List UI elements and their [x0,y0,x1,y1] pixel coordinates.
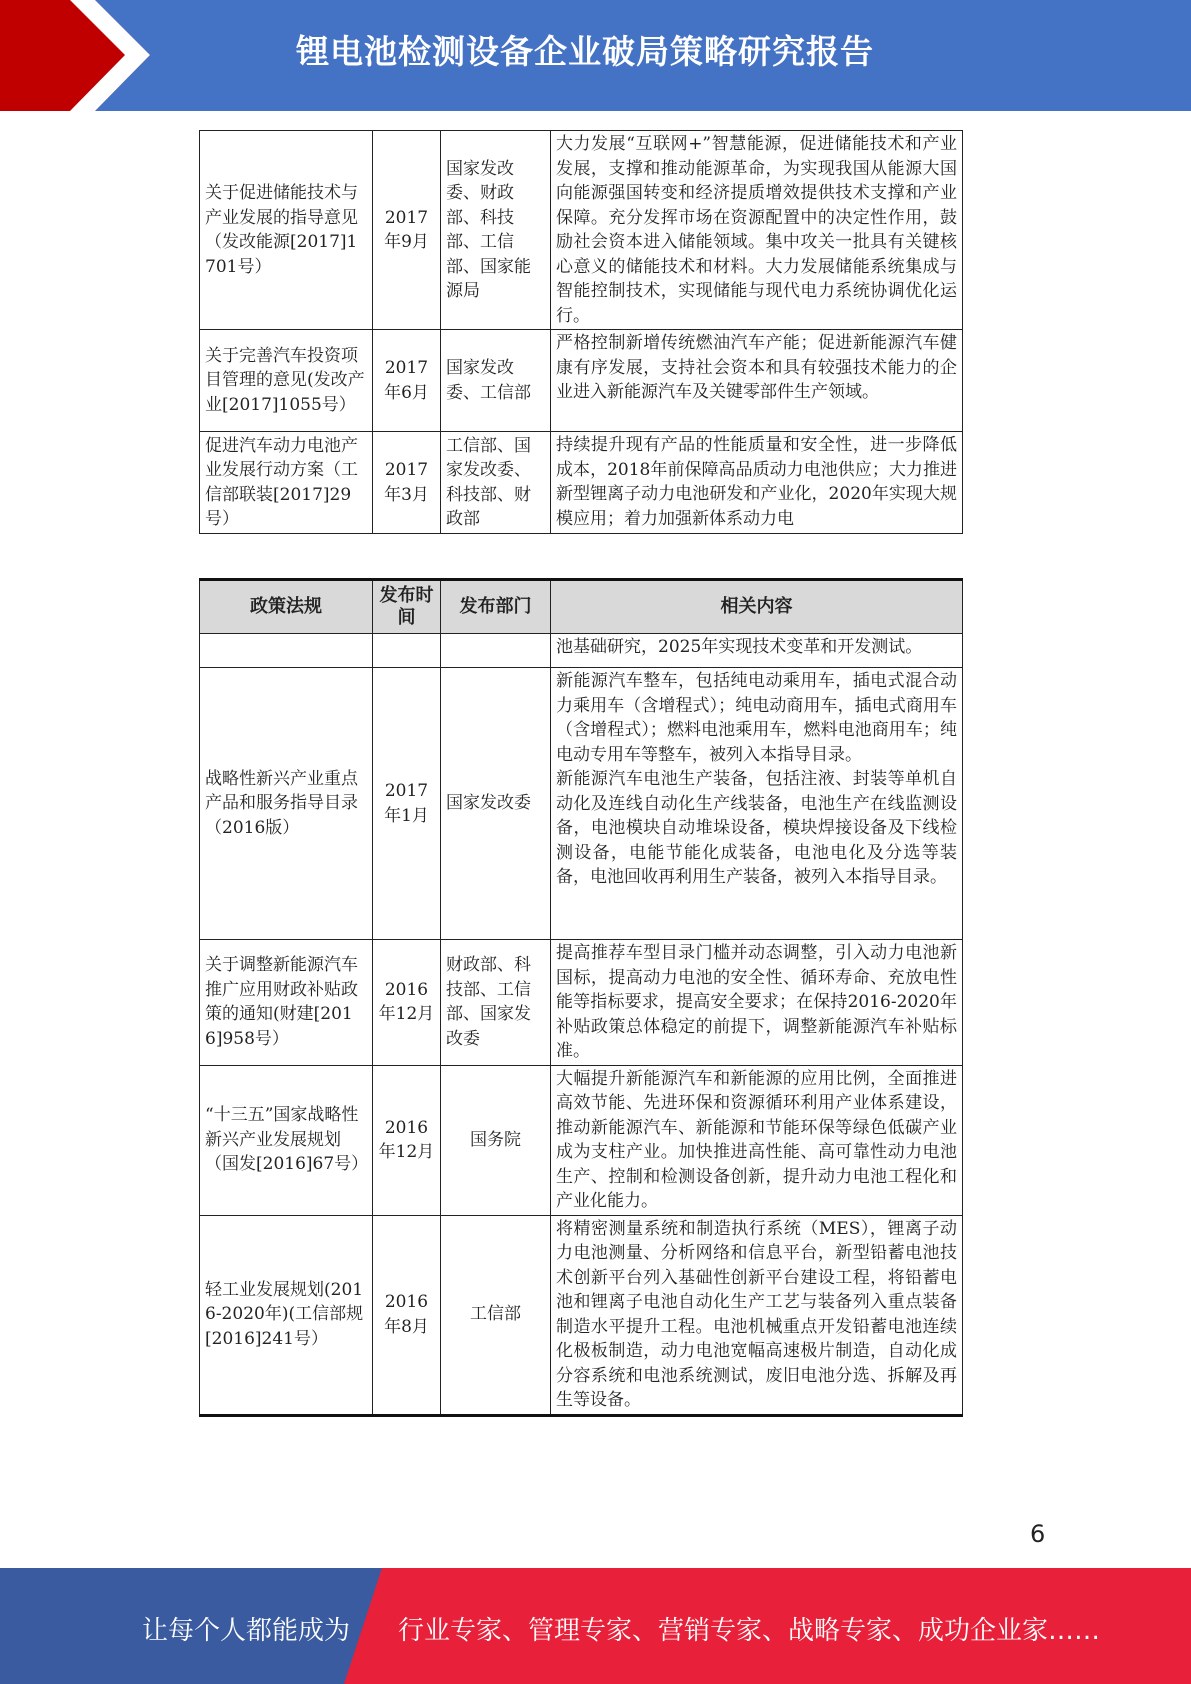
release-time-cell: 2016年12月 [373,1065,441,1215]
content-cell: 严格控制新增传统燃油汽车产能；促进新能源汽车健康有序发展，支持社会资本和具有较强技术能力的企业进入新能源汽车及关键零部件生产领域。 [551,330,963,432]
department-cell: 国家发改委、财政部、科技部、工信部、国家能源局 [441,131,551,330]
department-cell: 工信部 [441,1215,551,1415]
release-time-cell: 2016年8月 [373,1215,441,1415]
content-cell: 池基础研究，2025年实现技术变革和开发测试。 [551,634,963,668]
page-footer [0,1568,1191,1684]
table-row [200,131,963,330]
policy-name-cell: 轻工业发展规划(2016-2020年)(工信部规[2016]241号） [200,1215,373,1415]
table-row [200,330,963,432]
header-department: 发布部门 [441,580,551,634]
department-cell: 工信部、国家发改委、科技部、财政部 [441,432,551,534]
policy-table-continued [199,130,963,534]
policy-table [199,578,963,1417]
header-policy: 政策法规 [200,580,373,634]
table-row [200,1065,963,1215]
policy-name-cell: 战略性新兴产业重点产品和服务指导目录（2016版） [200,668,373,940]
page-header [0,0,1191,111]
policy-name-cell: 关于调整新能源汽车推广应用财政补贴政策的通知(财建[2016]958号） [200,940,373,1066]
content-cell: 大力发展“互联网+”智慧能源，促进储能技术和产业发展，支撑和推动能源革命，为实现我国从能源大国向能源强国转变和经济提质增效提供技术支撑和产业保障。充分发挥市场在资源配置中的决定性作用，鼓励社会资本进入储能领域。集中攻关一批具有关键核心意义的储能技术和材料。大力发展储能系统集成与智能控制技术，实现储能与现代电力系统协调优化运行。 [551,131,963,330]
table-row [200,634,963,668]
header-time: 发布时间 [373,580,441,634]
policy-name-cell: 关于完善汽车投资项目管理的意见(发改产业[2017]1055号） [200,330,373,432]
table-row [200,432,963,534]
department-cell [441,634,551,668]
department-cell: 国家发改委 [441,668,551,940]
release-time-cell: 2017年6月 [373,330,441,432]
page-number: 6 [1030,1520,1046,1548]
table-row [200,668,963,940]
release-time-cell: 2017年3月 [373,432,441,534]
release-time-cell [373,634,441,668]
footer-slogan-right: 行业专家、管理专家、营销专家、战略专家、成功企业家…… [398,1616,1101,1646]
content-cell: 提高推荐车型目录门槛并动态调整，引入动力电池新国标，提高动力电池的安全性、循环寿命、充放电性能等指标要求，提高安全要求；在保持2016-2020年补贴政策总体稳定的前提下，调整新能源汽车补贴标准。 [551,940,963,1066]
content-cell: 将精密测量系统和制造执行系统（MES），锂离子动力电池测量、分析网络和信息平台，新型铅蓄电池技术创新平台列入基础性创新平台建设工程，将铅蓄电池和锂离子电池自动化生产工艺与装备列入重点装备制造水平提升工程。电池机械重点开发铅蓄电池连续化极板制造，动力电池宽幅高速极片制造，自动化成分容系统和电池系统测试，废旧电池分选、拆解及再生等设备。 [551,1215,963,1415]
table-header-row [200,580,963,634]
table-row [200,1215,963,1415]
release-time-cell: 2017年9月 [373,131,441,330]
policy-name-cell [200,634,373,668]
policy-name-cell: 关于促进储能技术与产业发展的指导意见（发改能源[2017]1701号） [200,131,373,330]
content-cell: 新能源汽车整车，包括纯电动乘用车，插电式混合动力乘用车（含增程式）；纯电动商用车，插电式商用车（含增程式）；燃料电池乘用车，燃料电池商用车；纯电动专用车等整车，被列入本指导目录。 新能源汽车电池生产装备，包括注液、封装等单机自动化及连线自动化生产线装备，电池生产在线监测设备，电池模块自动堆垛设备，模块焊接设备及下线检测设备，电能节能化成装备，电池电化及分选等装备，电池回收再利用生产装备，被列入本指导目录。 [551,668,963,940]
policy-name-cell: 促进汽车动力电池产业发展行动方案（工信部联装[2017]29号） [200,432,373,534]
department-cell: 国务院 [441,1065,551,1215]
header-content: 相关内容 [551,580,963,634]
release-time-cell: 2017年1月 [373,668,441,940]
release-time-cell: 2016年12月 [373,940,441,1066]
report-title: 锂电池检测设备企业破局策略研究报告 [296,32,874,71]
department-cell: 财政部、科技部、工信部、国家发改委 [441,940,551,1066]
content-cell: 大幅提升新能源汽车和新能源的应用比例，全面推进高效节能、先进环保和资源循环利用产业体系建设，推动新能源汽车、新能源和节能环保等绿色低碳产业成为支柱产业。加快推进高性能、高可靠性动力电池生产、控制和检测设备创新，提升动力电池工程化和产业化能力。 [551,1065,963,1215]
footer-slogan-left: 让每个人都能成为 [142,1616,351,1646]
content-cell: 持续提升现有产品的性能质量和安全性，进一步降低成本，2018年前保障高品质动力电池供应；大力推进新型锂离子动力电池研发和产业化，2020年实现大规模应用；着力加强新体系动力电 [551,432,963,534]
policy-name-cell: “十三五”国家战略性新兴产业发展规划（国发[2016]67号） [200,1065,373,1215]
department-cell: 国家发改委、工信部 [441,330,551,432]
table-row [200,940,963,1066]
